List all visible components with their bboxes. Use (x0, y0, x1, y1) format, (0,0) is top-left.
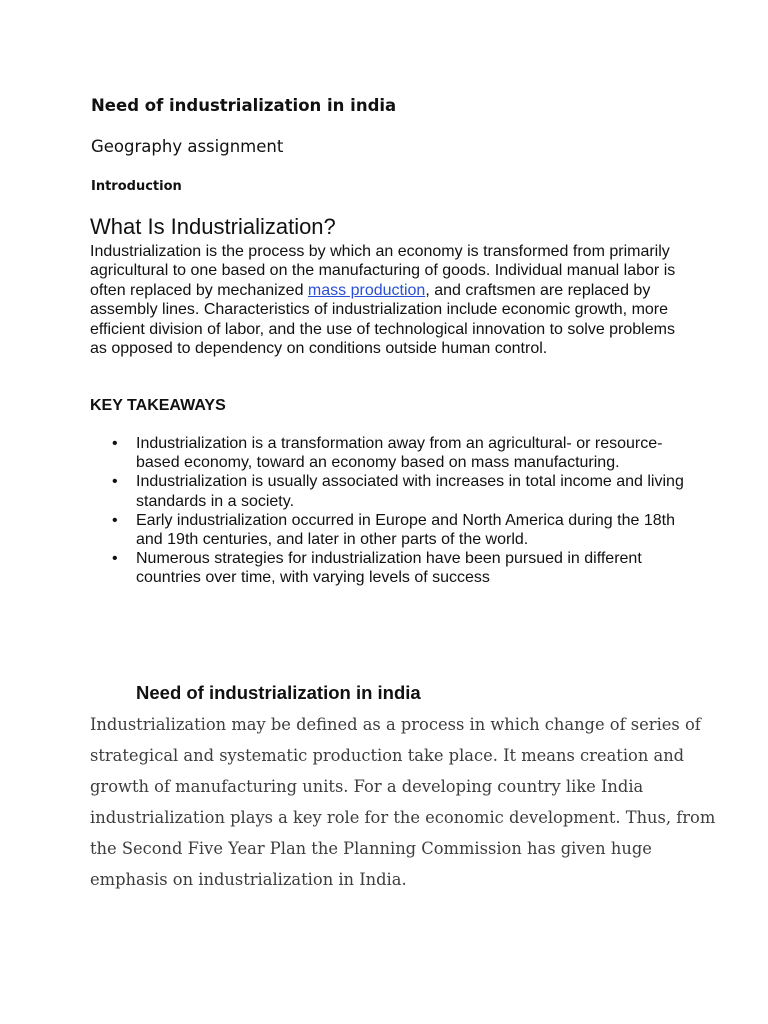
bullet-icon: • (112, 473, 118, 491)
bullet-icon: • (112, 435, 118, 452)
bullet-icon: • (112, 550, 118, 568)
bullet-icon: • (112, 511, 118, 529)
takeaway-item (112, 472, 686, 510)
document-title: Need of industrialization in india (91, 96, 397, 115)
need-paragraph: Industrialization may be defined as a process in which change of series of strategical and systematic production take place. It means creation and growth of manufacturing units. For a developing country like India industrialization plays a key role for the economic development. Thus, from the Second Five Year Plan the Planning Commission has given huge emphasis on industrialization in India. (90, 715, 716, 889)
section-paragraph (90, 242, 690, 358)
takeaway-item (112, 434, 686, 472)
paragraph-text-start: Industrialization is the process by which an economy is transformed from primarily agricultural to one based on the manufacturing of goods. Individual manual labor is often replaced by mechanized (90, 243, 676, 299)
key-takeaways-list (112, 434, 686, 588)
section-heading: What Is Industrialization? (90, 214, 336, 239)
takeaway-text: Industrialization is a transformation away from an agricultural- or resource-based economy, toward an economy based on mass manufacturing. (136, 435, 663, 472)
takeaway-text: Industrialization is usually associated with increases in total income and living standards in a society. (136, 473, 684, 510)
key-takeaways-heading: KEY TAKEAWAYS (90, 397, 226, 414)
paragraph-text-end: , and craftsmen are replaced by assembly lines. Characteristics of industrialization include economic growth, more efficient division of labor, and the use of technological innovation to solve problems as opposed to dependency on conditions outside human control. (90, 281, 675, 358)
takeaway-text: Early industrialization occurred in Europe and North America during the 18th and 19th centuries, and later in other parts of the world. (136, 511, 675, 549)
document-subtitle: Geography assignment (91, 137, 284, 156)
introduction-label: Introduction (91, 179, 182, 194)
takeaway-item (112, 549, 686, 587)
mass-production-link[interactable]: mass production (307, 281, 426, 299)
need-heading: Need of industrialization in india (136, 682, 421, 703)
takeaway-text: Numerous strategies for industrialization have been pursued in different countries over time, with varying levels of success (136, 550, 642, 587)
takeaway-item (112, 511, 686, 549)
